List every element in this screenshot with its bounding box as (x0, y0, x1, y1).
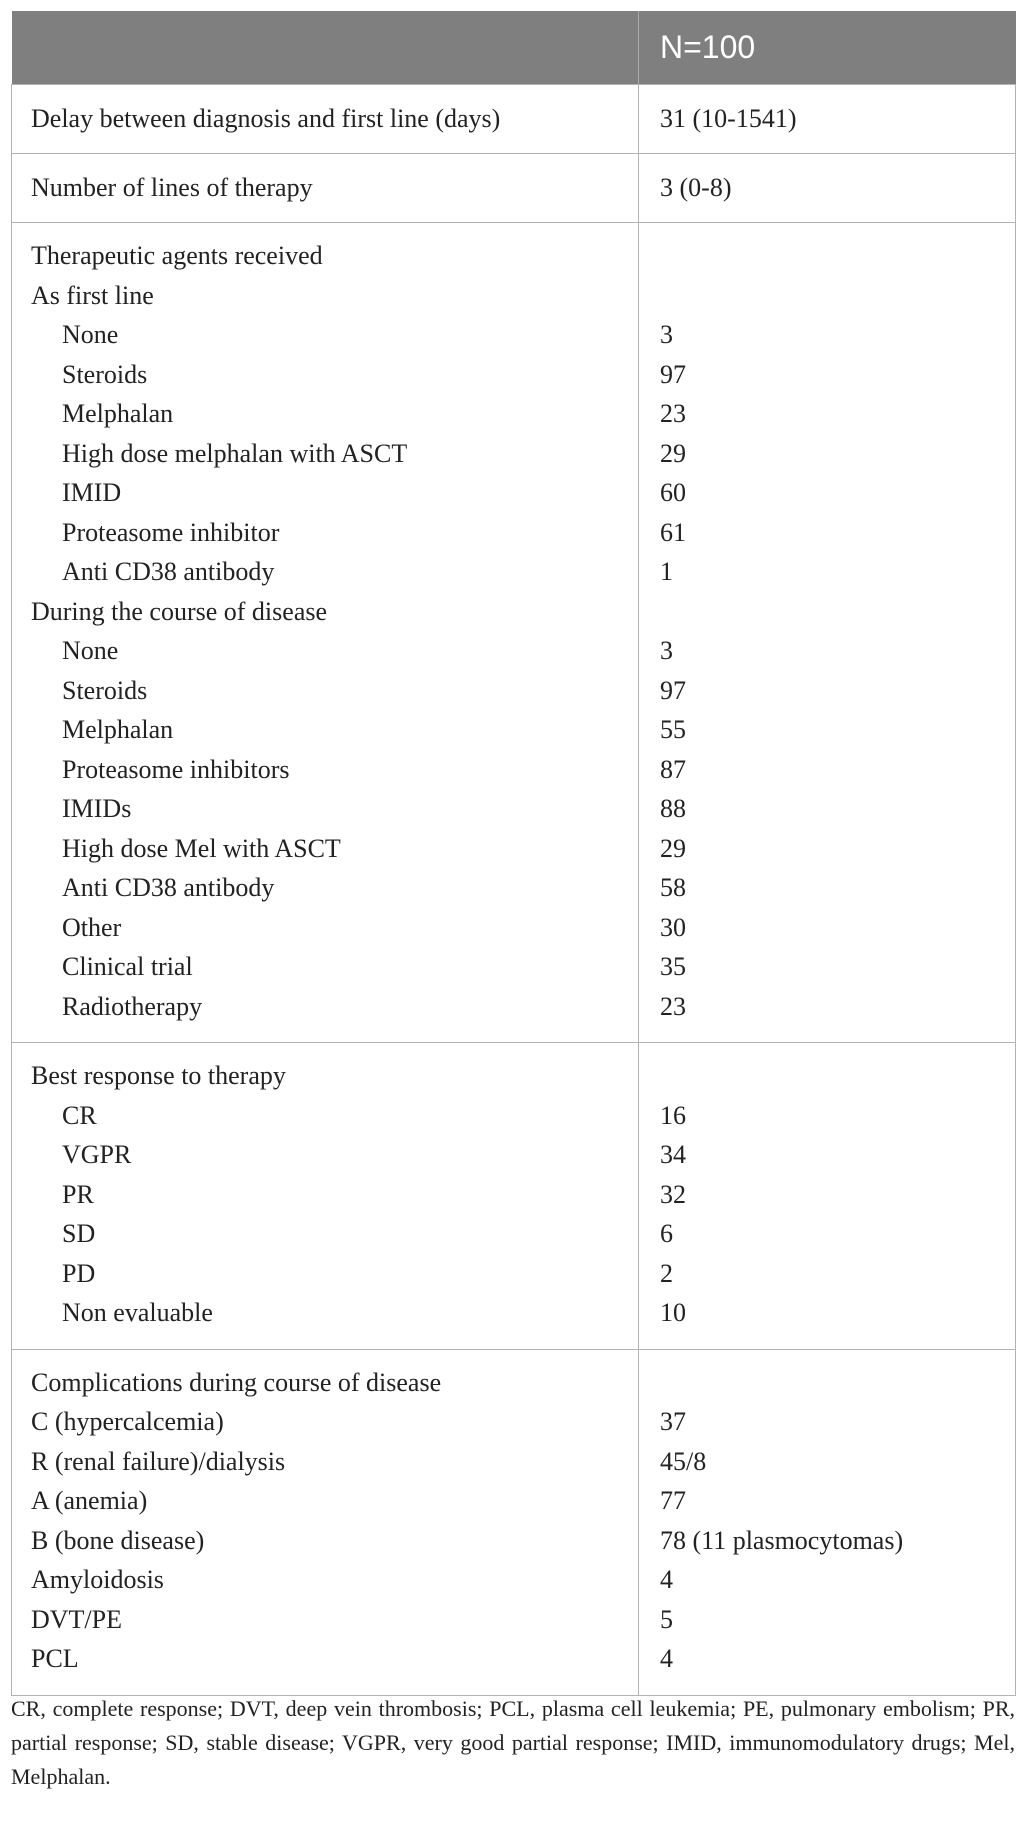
item-label: A (anemia) (31, 1486, 148, 1515)
item-value: 30 (660, 912, 686, 942)
item-value: 32 (660, 1179, 686, 1209)
row-value: 3 (0-8) (639, 154, 1016, 223)
item-label: Steroids (62, 359, 148, 389)
item-value: 87 (660, 754, 686, 784)
item-value: 37 (660, 1407, 686, 1436)
item-label: Melphalan (62, 715, 174, 744)
header-cell-label (12, 11, 639, 85)
item-value: 29 (660, 833, 686, 863)
complications-values-cell (639, 1349, 1016, 1695)
item-value: 23 (660, 399, 686, 428)
item-label: VGPR (62, 1140, 132, 1169)
item-label: Radiotherapy (62, 991, 203, 1021)
empty-value (660, 236, 1015, 276)
empty-value (660, 592, 1015, 632)
item-label: Amyloidosis (31, 1565, 164, 1594)
item-label: IMIDs (62, 794, 132, 823)
item-label: None (62, 320, 119, 349)
item-label: Melphalan (62, 399, 174, 428)
item-label: DVT/PE (31, 1604, 122, 1634)
item-value: 97 (660, 675, 686, 705)
item-value: 45/8 (660, 1446, 707, 1476)
item-value: 4 (660, 1644, 673, 1673)
item-label: Other (62, 912, 122, 942)
subgroup-title: During the course of disease (31, 596, 328, 626)
item-label: C (hypercalcemia) (31, 1407, 224, 1436)
item-label: Steroids (62, 675, 148, 705)
complications-labels-cell (12, 1349, 639, 1695)
empty-value (660, 276, 1015, 316)
item-value: 97 (660, 359, 686, 389)
group-title: Best response to therapy (31, 1061, 286, 1090)
row-value: 31 (10-1541) (639, 85, 1016, 154)
empty-value (660, 1056, 1015, 1096)
therapy-table-container (11, 11, 1015, 1696)
item-value: 77 (660, 1486, 686, 1515)
item-value: 1 (660, 557, 673, 586)
item-label: Anti CD38 antibody (62, 873, 275, 902)
response-labels-cell (12, 1043, 639, 1350)
agents-labels-cell (12, 223, 639, 1043)
item-value: 10 (660, 1298, 686, 1327)
table-row-lines (12, 154, 1016, 223)
item-value: 16 (660, 1100, 686, 1130)
item-value: 55 (660, 715, 686, 744)
item-value: 3 (660, 636, 673, 665)
item-label: IMID (62, 478, 122, 507)
item-label: SD (62, 1219, 96, 1248)
item-label: Proteasome inhibitors (62, 754, 290, 784)
row-label: Delay between diagnosis and first line (days) (12, 85, 639, 154)
item-label: Anti CD38 antibody (62, 557, 275, 586)
item-value: 23 (660, 991, 686, 1021)
empty-value (660, 1363, 1015, 1403)
item-label: Clinical trial (62, 952, 193, 981)
item-value: 35 (660, 952, 686, 981)
item-value: 58 (660, 873, 686, 902)
table-row-delay (12, 85, 1016, 154)
table-footnote: CR, complete response; DVT, deep vein thrombosis; PCL, plasma cell leukemia; PE, pulmonary embolism; PR, partial response; SD, stable disease; VGPR, very good partial response; IMID, immunomodulatory drugs; Mel, Melphalan. (11, 1696, 1015, 1789)
table-group-response (12, 1043, 1016, 1350)
item-label: None (62, 636, 119, 665)
item-label: Non evaluable (62, 1298, 213, 1327)
item-label: R (renal failure)/dialysis (31, 1446, 286, 1476)
item-label: PD (62, 1258, 96, 1288)
item-label: High dose melphalan with ASCT (62, 438, 408, 468)
agents-values-cell (639, 223, 1016, 1043)
response-values-cell (639, 1043, 1016, 1350)
item-value: 3 (660, 320, 673, 349)
item-value: 2 (660, 1258, 673, 1288)
therapy-table (11, 11, 1016, 1696)
subgroup-title: As first line (31, 280, 154, 310)
item-value: 78 (11 plasmocytomas) (660, 1525, 904, 1555)
item-value: 60 (660, 478, 686, 507)
item-label: PR (62, 1179, 94, 1209)
item-label: B (bone disease) (31, 1525, 205, 1555)
item-label: CR (62, 1100, 97, 1130)
header-cell-count: N=100 (639, 11, 1016, 85)
item-label: PCL (31, 1644, 79, 1673)
item-value: 61 (660, 517, 686, 547)
item-label: High dose Mel with ASCT (62, 833, 341, 863)
item-value: 5 (660, 1604, 673, 1634)
item-value: 4 (660, 1565, 673, 1594)
item-value: 34 (660, 1140, 686, 1169)
item-label: Proteasome inhibitor (62, 517, 280, 547)
table-group-complications (12, 1349, 1016, 1695)
item-value: 6 (660, 1219, 673, 1248)
table-header-row (12, 11, 1016, 85)
row-label: Number of lines of therapy (12, 154, 639, 223)
group-title: Complications during course of disease (31, 1367, 442, 1397)
item-value: 88 (660, 794, 686, 823)
group-title: Therapeutic agents received (31, 241, 323, 270)
item-value: 29 (660, 438, 686, 468)
table-group-agents (12, 223, 1016, 1043)
